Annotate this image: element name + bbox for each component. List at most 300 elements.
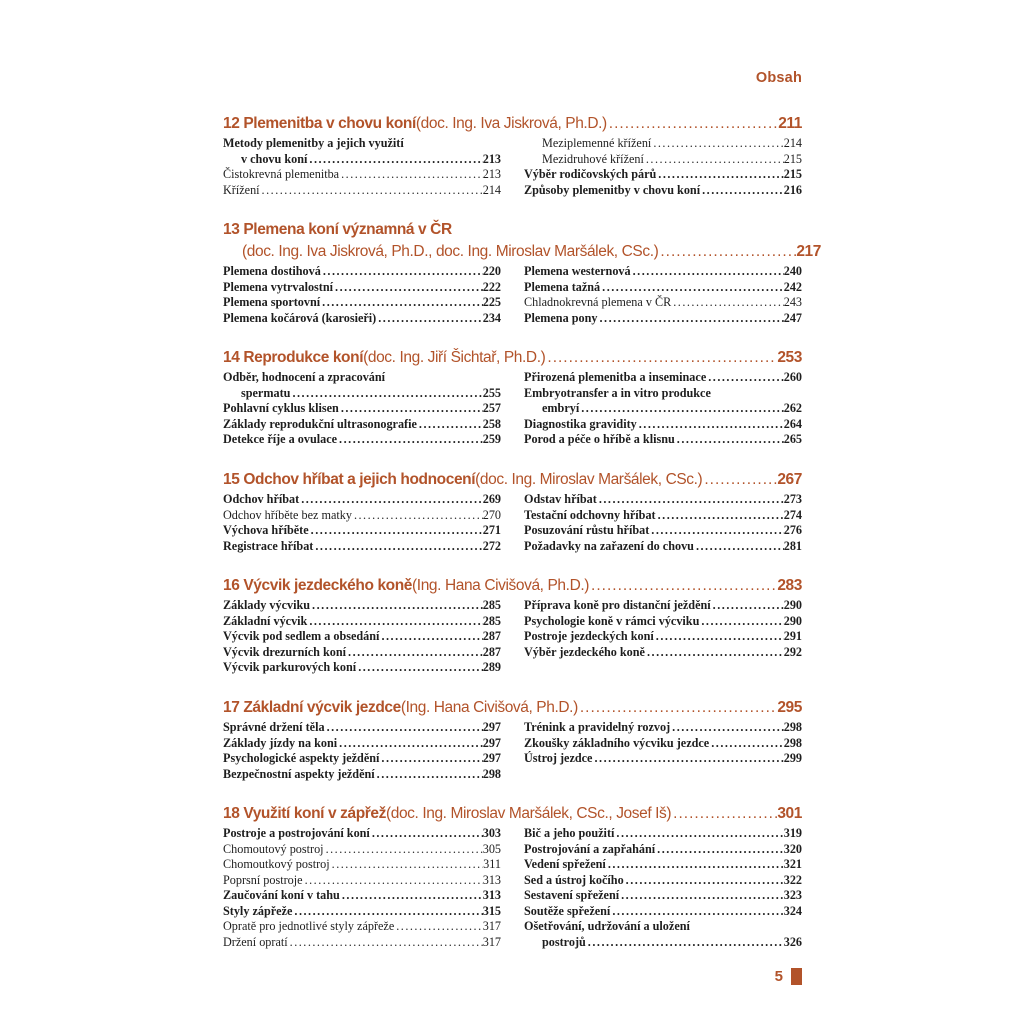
toc-entry-page: 287 [482, 629, 501, 643]
toc-entry[interactable] [223, 417, 501, 433]
toc-entry-page: 273 [783, 492, 802, 506]
toc-entry-label: Odstav hříbat [524, 492, 597, 506]
leader-dots [654, 629, 784, 645]
toc-entry[interactable] [223, 598, 501, 614]
leader-dots [578, 697, 777, 719]
toc-entry-label: Sed a ústroj kočího [524, 872, 624, 887]
chapter-title[interactable]: 13 Plemena koní významná v ČR [223, 221, 452, 238]
chapter-heading[interactable] [223, 113, 802, 135]
toc-entry-label: Zaučování koní v tahu [223, 888, 340, 902]
leader-dots [330, 857, 484, 873]
toc-entry-label: Způsoby plemenitby v chovu koní [524, 182, 701, 197]
chapter-author: (doc. Ing. Jiří Šichtař, Ph.D.) [363, 349, 546, 366]
toc-entry-page: 298 [783, 735, 802, 750]
chapter-page: 253 [777, 349, 802, 366]
toc-entry[interactable] [223, 660, 501, 676]
toc-column-left [223, 826, 501, 950]
leader-dots [375, 767, 483, 783]
toc-entry-label: Embryotransfer a in vitro produkce [524, 385, 711, 400]
chapter-title: 15 Odchov hříbat a jejich hodnocení [223, 471, 476, 488]
toc-entry[interactable] [223, 857, 501, 873]
toc-entry[interactable] [223, 370, 501, 386]
toc-entry-label: Požadavky na zařazení do chovu [524, 538, 694, 553]
leader-dots [670, 720, 784, 736]
toc-column-right [524, 370, 802, 448]
leader-dots [337, 432, 483, 448]
toc-entry-label: Registrace hříbat [223, 538, 314, 553]
leader-dots [337, 736, 483, 752]
leader-dots [320, 295, 483, 311]
toc-entry-label: Postroje jezdeckých koní [524, 629, 654, 643]
toc-column-left [223, 720, 501, 782]
toc-entry[interactable] [223, 904, 501, 920]
leader-dots [370, 826, 483, 842]
toc-entry-page: 303 [482, 826, 501, 840]
toc-entry-page: 214 [783, 136, 802, 150]
toc-column-right [524, 826, 802, 950]
leader-dots [376, 311, 483, 327]
toc-entry-page: 271 [482, 523, 501, 537]
toc-entry[interactable] [223, 767, 501, 783]
toc-entry-page: 315 [482, 903, 501, 918]
leader-dots [671, 295, 783, 311]
toc-entry[interactable] [524, 370, 802, 386]
toc-entry-label: Pohlavní cyklus klisen [223, 401, 339, 415]
leader-dots [379, 751, 482, 767]
leader-dots [303, 873, 483, 889]
toc-entry-label: Křížení [223, 182, 260, 197]
toc-entry[interactable] [524, 183, 802, 199]
toc-entry-label: embryí [542, 401, 580, 415]
leader-dots [299, 492, 483, 508]
leader-dots [307, 614, 482, 630]
toc-entry[interactable] [223, 935, 501, 951]
toc-entry[interactable] [524, 539, 802, 555]
chapter-page: 211 [778, 115, 802, 132]
leader-dots [614, 826, 783, 842]
chapter-heading[interactable] [223, 469, 802, 491]
leader-dots [290, 386, 482, 402]
leader-dots [394, 919, 482, 935]
leader-dots [694, 539, 784, 555]
toc-entry-label: Bezpečnostní aspekty ježdění [223, 766, 375, 781]
toc-entry[interactable] [524, 417, 802, 433]
chapter-author: (doc. Ing. Miroslav Maršálek, CSc.) [475, 471, 703, 488]
leader-dots [325, 720, 483, 736]
toc-entry[interactable] [524, 857, 802, 873]
toc-entry-page: 240 [783, 264, 802, 278]
toc-entry-page: 216 [783, 182, 802, 197]
toc-entry[interactable] [223, 629, 501, 645]
toc-entry-label: Základy jízdy na koni [223, 735, 338, 750]
toc-entry-page: 313 [482, 888, 501, 902]
toc-entry[interactable] [524, 904, 802, 920]
toc-entry-page: 222 [482, 279, 501, 294]
toc-entry-page: 213 [482, 167, 501, 181]
toc-entry[interactable] [223, 751, 501, 767]
toc-entry-page: 287 [482, 644, 501, 659]
toc-entry-label: Přirozená plemenitba a inseminace [524, 370, 707, 384]
toc-entry-label: Odchov hříbat [223, 492, 300, 506]
leader-dots [589, 575, 777, 597]
toc-entry-label: Bič a jeho použití [524, 826, 615, 840]
toc-entry-page: 281 [783, 538, 802, 553]
toc-entry-label: Plemena tažná [524, 279, 601, 294]
toc-entry[interactable] [223, 645, 501, 661]
leader-dots [651, 136, 783, 152]
toc-entry-page: 225 [482, 295, 501, 309]
toc-entry[interactable] [524, 167, 802, 183]
toc-column-right [524, 598, 802, 676]
leader-dots [637, 417, 784, 433]
toc-entry-page: 290 [783, 598, 802, 612]
toc-entry[interactable] [223, 183, 501, 199]
toc-entry-label: Chomoutkový postroj [223, 857, 330, 871]
toc-entry[interactable] [524, 295, 802, 311]
toc-entry-label: Chomoutový postroj [223, 841, 324, 856]
toc-entry-page: 247 [783, 310, 802, 325]
leader-dots [260, 183, 483, 199]
toc-column-right [524, 136, 802, 198]
toc-entry-page: 289 [482, 660, 501, 674]
toc-entry-label: Psychologie koně v rámci výcviku [524, 613, 700, 628]
chapter-page: 283 [777, 577, 802, 594]
toc-entry[interactable] [223, 280, 501, 296]
toc-entry-page: 298 [482, 766, 501, 781]
toc-section-16 [223, 575, 802, 676]
toc-entry-label: Plemena pony [524, 310, 598, 325]
toc-section-15 [223, 469, 802, 554]
toc-entry[interactable] [524, 264, 802, 280]
leader-dots [339, 401, 483, 417]
leader-dots [545, 347, 777, 369]
toc-entry-label: Výcvik drezurních koní [223, 644, 347, 659]
toc-entry-label: Ošetřování, udržování a uložení [524, 919, 690, 933]
toc-entry[interactable] [223, 311, 501, 327]
toc-entry[interactable] [223, 720, 501, 736]
toc-entry-label: Metody plemenitby a jejich využití [223, 136, 404, 150]
leader-dots [606, 857, 784, 873]
leader-dots [579, 401, 783, 417]
toc-entry-page: 317 [482, 934, 501, 949]
toc-entry[interactable] [524, 720, 802, 736]
toc-entry-label: Příprava koně pro distanční ježdění [524, 598, 711, 612]
toc-entry-page: 291 [783, 629, 802, 643]
toc-entry-page: 260 [783, 370, 802, 384]
toc-entry-page: 255 [482, 385, 501, 400]
toc-entry[interactable] [524, 736, 802, 752]
toc-entry-label: Styly zápřeže [223, 903, 293, 918]
page-number [775, 968, 802, 985]
toc-section-13 [223, 219, 821, 326]
toc-entry[interactable] [223, 386, 501, 402]
toc-entry[interactable] [223, 736, 501, 752]
toc-column-left [223, 136, 501, 198]
chapter-heading[interactable] [223, 347, 802, 369]
toc-entry-page: 313 [482, 872, 501, 887]
toc-entry[interactable] [223, 919, 501, 935]
leader-dots [379, 629, 482, 645]
page-marker-block [791, 968, 802, 985]
toc-entry-label: v chovu koní [241, 151, 308, 166]
toc-entry[interactable] [223, 264, 501, 280]
toc-entry-label: Testační odchovny hříbat [524, 507, 656, 522]
toc-entry-label: spermatu [241, 385, 291, 400]
leader-dots [656, 508, 784, 524]
toc-entry-page: 323 [783, 888, 802, 902]
leader-dots [597, 492, 784, 508]
toc-entry-label: Chladnokrevná plemena v ČR [524, 295, 672, 309]
toc-entry-page: 298 [783, 720, 802, 734]
toc-entry[interactable] [524, 386, 802, 402]
toc-entry-label: Ústroj jezdce [524, 751, 593, 765]
toc-column-left [223, 264, 501, 326]
toc-entry[interactable] [524, 888, 802, 904]
toc-entry[interactable] [223, 888, 501, 904]
leader-dots [340, 888, 483, 904]
leader-dots [699, 614, 783, 630]
toc-entry-page: 259 [482, 432, 501, 446]
leader-dots [310, 598, 483, 614]
toc-entry-page: 297 [482, 735, 501, 750]
toc-entry-page: 220 [482, 264, 501, 278]
leader-dots [631, 264, 784, 280]
toc-entry-page: 242 [783, 279, 802, 294]
toc-section-14 [223, 347, 802, 448]
toc-entry-label: Základní výcvik [223, 613, 308, 628]
toc-entry-label: Držení opratí [223, 934, 288, 949]
leader-dots [624, 873, 784, 889]
chapter-title: 18 Využití koní v zápřež [223, 805, 386, 822]
leader-dots [333, 280, 483, 296]
toc-entry-page: 319 [783, 826, 802, 840]
toc-entry[interactable] [223, 401, 501, 417]
leader-dots [607, 113, 778, 135]
toc-entry[interactable] [223, 136, 501, 152]
toc-section-17 [223, 697, 802, 782]
toc-entry[interactable] [524, 401, 802, 417]
leader-dots [417, 417, 483, 433]
toc-entry-page: 257 [482, 401, 501, 415]
chapter-heading[interactable] [223, 803, 802, 825]
toc-column-right [524, 492, 802, 554]
toc-entry-page: 214 [482, 182, 501, 197]
toc-entry-label: Odchov hříběte bez matky [223, 507, 352, 522]
toc-entry-page: 215 [783, 151, 802, 166]
toc-entry-page: 269 [482, 492, 501, 506]
leader-dots [649, 523, 783, 539]
toc-column-left [223, 370, 501, 448]
toc-section-12 [223, 113, 802, 198]
leader-dots [352, 508, 483, 524]
toc-entry-page: 292 [783, 644, 802, 659]
toc-entry-label: Meziplemenné křížení [542, 136, 652, 150]
toc-entry[interactable] [524, 152, 802, 168]
leader-dots [309, 523, 483, 539]
toc-entry[interactable] [524, 842, 802, 858]
toc-entry-label: Vedení spřežení [524, 857, 606, 871]
leader-dots [702, 469, 777, 491]
chapter-page: 217 [796, 243, 821, 260]
toc-entry-page: 324 [783, 903, 802, 918]
chapter-page: 295 [777, 699, 802, 716]
toc-entry-page: 264 [783, 416, 802, 431]
leader-dots [706, 370, 783, 386]
toc-entry[interactable] [524, 598, 802, 614]
chapter-author: (doc. Ing. Iva Jiskrová, Ph.D., doc. Ing. Miroslav Maršálek, CSc.) [242, 243, 659, 260]
leader-dots [339, 167, 483, 183]
leader-dots [346, 645, 483, 661]
leader-dots [288, 935, 483, 951]
toc-entry[interactable] [524, 523, 802, 539]
toc-entry-label: Soutěže spřežení [524, 903, 611, 918]
leader-dots [619, 888, 784, 904]
toc-entry-page: 215 [783, 167, 802, 181]
toc-entry[interactable] [223, 842, 501, 858]
toc-entry-page: 297 [482, 751, 501, 765]
toc-entry[interactable] [524, 919, 802, 935]
chapter-page: 301 [777, 805, 802, 822]
leader-dots [597, 311, 783, 327]
toc-entry[interactable] [223, 614, 501, 630]
chapter-title: 17 Základní výcvik jezdce [223, 699, 401, 716]
toc-entry-label: Plemena westernová [524, 264, 631, 278]
toc-entry-label: Opratě pro jednotlivé styly zápřeže [223, 919, 395, 933]
leader-dots [655, 842, 784, 858]
toc-entry-label: Postrojování a zapřahání [524, 841, 656, 856]
chapter-author: (doc. Ing. Miroslav Maršálek, CSc., Josef Iš) [385, 805, 672, 822]
toc-entry[interactable] [524, 136, 802, 152]
chapter-title: 14 Reprodukce koní [223, 349, 364, 366]
toc-entry[interactable] [223, 826, 501, 842]
toc-entry-page: 305 [482, 841, 501, 856]
toc-entry[interactable] [524, 826, 802, 842]
leader-dots [645, 645, 784, 661]
toc-entry-page: 274 [783, 507, 802, 522]
leader-dots [307, 152, 482, 168]
toc-entry-page: 317 [482, 919, 501, 933]
toc-entry-label: Správné držení těla [223, 720, 325, 734]
toc-entry-label: Plemena dostihová [223, 264, 321, 278]
toc-entry-label: Výběr rodičovských párů [524, 167, 657, 181]
toc-entry-label: Diagnostika gravidity [524, 416, 637, 431]
leader-dots [324, 842, 483, 858]
leader-dots [592, 751, 783, 767]
toc-entry[interactable] [524, 645, 802, 661]
toc-entry-label: Poprsní postroje [223, 872, 303, 887]
toc-section-18 [223, 803, 802, 950]
chapter-heading[interactable] [223, 697, 802, 719]
chapter-title: 12 Plemenitba v chovu koní [223, 115, 416, 132]
toc-entry[interactable] [223, 873, 501, 889]
toc-entry[interactable] [223, 295, 501, 311]
toc-entry[interactable] [223, 167, 501, 183]
toc-column-left [223, 492, 501, 554]
toc-entry-label: Trénink a pravidelný rozvoj [524, 720, 671, 734]
toc-entry-page: 297 [482, 720, 501, 734]
toc-entry[interactable] [223, 432, 501, 448]
toc-entry-page: 326 [783, 934, 802, 949]
leader-dots [313, 539, 482, 555]
leader-dots [711, 598, 784, 614]
toc-entry[interactable] [524, 751, 802, 767]
toc-entry-page: 234 [482, 310, 501, 325]
toc-entry-label: Základy reprodukční ultrasonografie [223, 416, 417, 431]
toc-entry-label: Odběr, hodnocení a zpracování [223, 370, 386, 384]
toc-entry-label: Postroje a postrojování koní [223, 826, 370, 840]
leader-dots [356, 660, 483, 676]
toc-entry[interactable] [223, 523, 501, 539]
toc-entry[interactable] [524, 311, 802, 327]
leader-dots [656, 167, 783, 183]
leader-dots [321, 264, 483, 280]
chapter-heading[interactable] [223, 241, 821, 263]
toc-entry-page: 321 [783, 857, 802, 871]
toc-entry[interactable] [223, 152, 501, 168]
toc-entry-label: Plemena sportovní [223, 295, 321, 309]
toc-entry-page: 258 [482, 416, 501, 431]
chapter-author: (Ing. Hana Civišová, Ph.D.) [412, 577, 590, 594]
toc-entry-label: Mezidruhové křížení [542, 151, 644, 166]
toc-entry-page: 311 [483, 857, 501, 871]
toc-entry-label: Základy výcviku [223, 598, 311, 612]
toc-entry-label: Plemena kočárová (karosieři) [223, 310, 377, 325]
toc-column-right [524, 720, 802, 782]
toc-entry-page: 322 [783, 872, 802, 887]
toc-entry-page: 270 [482, 507, 501, 522]
toc-entry[interactable] [524, 614, 802, 630]
toc-entry-label: Posuzování růstu hříbat [524, 523, 650, 537]
chapter-heading[interactable] [223, 575, 802, 597]
leader-dots [709, 736, 784, 752]
leader-dots [671, 803, 777, 825]
leader-dots [700, 183, 784, 199]
toc-entry[interactable] [524, 508, 802, 524]
leader-dots [644, 152, 784, 168]
toc-entry-page: 299 [783, 751, 802, 765]
toc-entry[interactable] [524, 873, 802, 889]
toc-entry-page: 320 [783, 841, 802, 856]
toc-entry[interactable] [223, 508, 501, 524]
toc-entry-label: Detekce říje a ovulace [223, 432, 338, 446]
toc-entry-page: 262 [783, 401, 802, 415]
toc-entry[interactable] [524, 629, 802, 645]
toc-entry-label: Porod a péče o hříbě a klisnu [524, 432, 675, 446]
toc-entry-page: 276 [783, 523, 802, 537]
toc-entry-label: Výchova hříběte [223, 523, 309, 537]
page-number-label: 5 [774, 968, 783, 985]
chapter-author: (doc. Ing. Iva Jiskrová, Ph.D.) [415, 115, 607, 132]
toc-entry[interactable] [223, 539, 501, 555]
toc-entry[interactable] [524, 935, 802, 951]
chapter-author: (Ing. Hana Civišová, Ph.D.) [400, 699, 578, 716]
leader-dots [610, 904, 783, 920]
toc-entry-page: 213 [482, 151, 501, 166]
chapter-title: 16 Výcvik jezdeckého koně [223, 577, 413, 594]
toc-entry-label: Sestavení spřežení [524, 888, 620, 902]
toc-entry-label: Výcvik pod sedlem a obsedání [223, 629, 380, 643]
toc-entry[interactable] [524, 492, 802, 508]
leader-dots [292, 904, 482, 920]
leader-dots [600, 280, 784, 296]
toc-entry[interactable] [524, 280, 802, 296]
toc-entry[interactable] [524, 432, 802, 448]
leader-dots [586, 935, 784, 951]
toc-entry[interactable] [223, 492, 501, 508]
toc-entry-label: Plemena vytrvalostní [223, 279, 334, 294]
toc-entry-label: Čistokrevná plemenitba [223, 167, 340, 181]
toc-column-left [223, 598, 501, 676]
